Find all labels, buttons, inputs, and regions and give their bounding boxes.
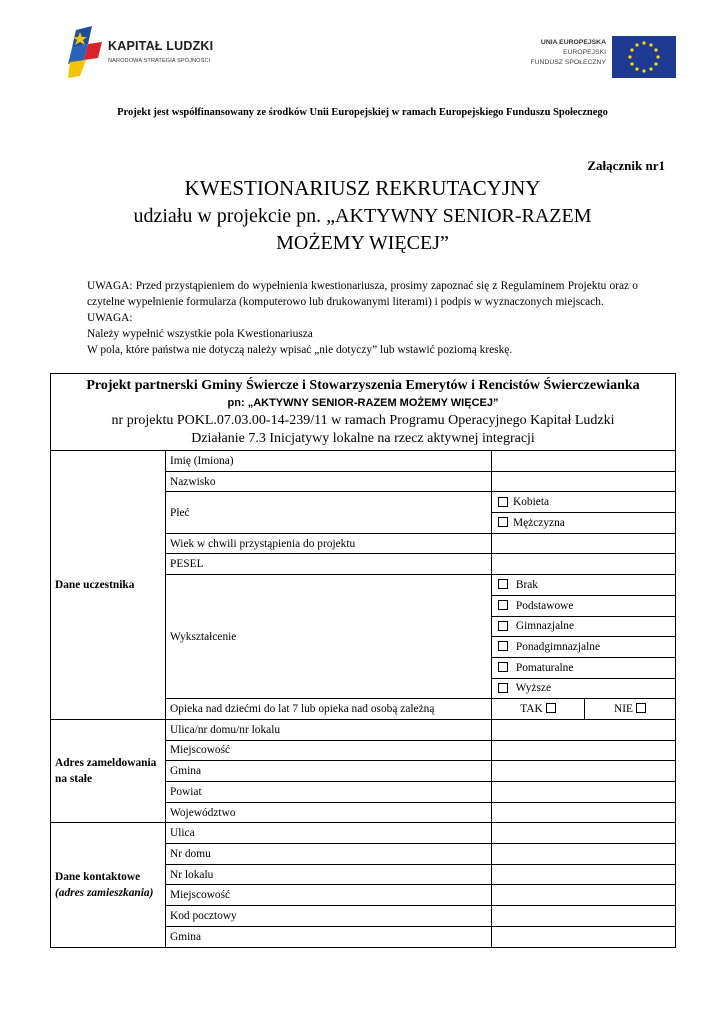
page-subtitle [0, 203, 725, 257]
project-name: pn: „AKTYWNY SENIOR-RAZEM MOŻEMY WIĘCEJ” [227, 397, 499, 409]
education-option-label: Pomaturalne [515, 661, 574, 674]
kapital-ludzki-subtitle: NARODOWA STRATEGIA SPÓJNOŚCI [108, 58, 211, 64]
eu-logo-text [530, 38, 606, 68]
notice-heading: UWAGA: [87, 312, 133, 324]
subtitle-line1: udziału w projekcie pn. „AKTYWNY SENIOR-RAZEM [133, 205, 592, 227]
address-commune-field[interactable] [492, 761, 676, 782]
eu-flag-icon [612, 36, 676, 78]
project-number: nr projektu POKL.07.03.00-14-239/11 w ramach Programu Operacyjnego Kapitał Ludzki [111, 413, 615, 428]
first-name-label: Imię (Imiona) [166, 451, 492, 472]
checkbox-icon[interactable] [636, 703, 646, 713]
project-partners: Projekt partnerski Gminy Świercze i Stowarzyszenia Emerytów i Rencistów Świerczewianka [86, 378, 640, 393]
kapital-ludzki-emblem-icon [66, 26, 106, 78]
notice-line: Należy wypełnić wszystkie pola Kwestionariusza [87, 328, 313, 340]
subtitle-line2: MOŻEMY WIĘCEJ” [276, 232, 449, 254]
table-row [51, 719, 676, 740]
care-label: Opieka nad dziećmi do lat 7 lub opieka nad osobą zależną [166, 699, 492, 720]
table-row [51, 823, 676, 844]
project-info-cell [51, 374, 676, 451]
checkbox-icon[interactable] [498, 517, 508, 527]
checkbox-icon[interactable] [498, 600, 508, 610]
checkbox-icon[interactable] [498, 641, 508, 651]
section-contact-note: (adres zamieszkania) [55, 886, 154, 899]
pesel-field[interactable] [492, 554, 676, 575]
financing-note: Projekt jest współfinansowany ze środków Unii Europejskiej w ramach Europejskiego Funduszu Społecznego [117, 107, 608, 118]
education-option[interactable] [492, 637, 676, 658]
last-name-field[interactable] [492, 471, 676, 492]
checkbox-icon[interactable] [498, 621, 508, 631]
care-yes-option[interactable] [492, 699, 585, 720]
address-voivodeship-label: Województwo [166, 802, 492, 823]
gender-female-label: Kobieta [513, 496, 550, 509]
checkbox-icon[interactable] [498, 683, 508, 693]
address-commune-label: Gmina [166, 761, 492, 782]
checkbox-icon[interactable] [498, 579, 508, 589]
section-contact [51, 823, 166, 947]
eu-logo-line2: EUROPEJSKI [562, 49, 606, 56]
education-option[interactable] [492, 657, 676, 678]
contact-flat-label: Nr lokalu [166, 864, 492, 885]
contact-street-label: Ulica [166, 823, 492, 844]
address-street-field[interactable] [492, 719, 676, 740]
kapital-ludzki-logo [66, 26, 226, 78]
project-action: Działanie 7.3 Inicjatywy lokalne na rzecz aktywnej integracji [191, 431, 535, 446]
address-street-label: Ulica/nr domu/nr lokalu [166, 719, 492, 740]
notice [87, 278, 638, 358]
gender-male-label: Mężczyzna [513, 516, 565, 529]
education-option-label: Podstawowe [515, 599, 574, 612]
kapital-ludzki-title: KAPITAŁ LUDZKI [108, 39, 214, 53]
care-no-option[interactable] [585, 699, 676, 720]
section-contact-title: Dane kontaktowe [55, 870, 141, 883]
education-option-label: Brak [515, 578, 539, 591]
notice-paragraph: UWAGA: Przed przystąpieniem do wypełnienia kwestionariusza, prosimy zapoznać się z Regulaminem Projektu oraz o czytelne wypełnienie formularza (komputerowo lub drukowanymi literami) i podpis w wyznaczonych miejscach. [87, 280, 638, 308]
address-town-label: Miejscowość [166, 740, 492, 761]
annex-label: Załącznik nr1 [587, 158, 665, 173]
education-option[interactable] [492, 595, 676, 616]
checkbox-icon[interactable] [498, 497, 508, 507]
contact-house-field[interactable] [492, 844, 676, 865]
education-option[interactable] [492, 678, 676, 699]
contact-house-label: Nr domu [166, 844, 492, 865]
contact-town-field[interactable] [492, 885, 676, 906]
address-county-label: Powiat [166, 782, 492, 803]
age-label: Wiek w chwili przystąpienia do projektu [166, 533, 492, 554]
contact-postcode-label: Kod pocztowy [166, 906, 492, 927]
education-option-label: Wyższe [515, 682, 552, 695]
page-title: KWESTIONARIUSZ REKRUTACYJNY [184, 176, 541, 200]
address-county-field[interactable] [492, 782, 676, 803]
section-participant: Dane uczestnika [51, 451, 166, 720]
contact-commune-field[interactable] [492, 926, 676, 947]
recruitment-form-table [50, 373, 676, 948]
checkbox-icon[interactable] [498, 662, 508, 672]
contact-town-label: Miejscowość [166, 885, 492, 906]
contact-postcode-field[interactable] [492, 906, 676, 927]
first-name-field[interactable] [492, 451, 676, 472]
last-name-label: Nazwisko [166, 471, 492, 492]
address-town-field[interactable] [492, 740, 676, 761]
education-option-label: Gimnazjalne [515, 620, 575, 633]
contact-flat-field[interactable] [492, 864, 676, 885]
contact-commune-label: Gmina [166, 926, 492, 947]
education-option[interactable] [492, 616, 676, 637]
contact-street-field[interactable] [492, 823, 676, 844]
education-option[interactable] [492, 575, 676, 596]
pesel-label: PESEL [166, 554, 492, 575]
eu-logo-line3: FUNDUSZ SPOŁECZNY [530, 59, 606, 66]
table-row [51, 451, 676, 472]
gender-label: Płeć [166, 492, 492, 533]
gender-option-male[interactable] [492, 513, 676, 534]
checkbox-icon[interactable] [546, 703, 556, 713]
address-voivodeship-field[interactable] [492, 802, 676, 823]
care-yes-label: TAK [520, 703, 543, 716]
table-header-row [51, 374, 676, 451]
age-field[interactable] [492, 533, 676, 554]
section-address: Adres zameldowania na stałe [51, 719, 166, 822]
eu-logo [516, 36, 676, 78]
notice-line: W pola, które państwa nie dotyczą należy wpisać „nie dotyczy” lub wstawić poziomą kreskę. [87, 344, 513, 356]
eu-logo-line1: UNIA EUROPEJSKA [540, 39, 606, 46]
gender-option-female[interactable] [492, 492, 676, 513]
care-no-label: NIE [614, 703, 634, 716]
education-option-label: Ponadgimnazjalne [515, 641, 600, 654]
education-label: Wykształcenie [166, 575, 492, 699]
